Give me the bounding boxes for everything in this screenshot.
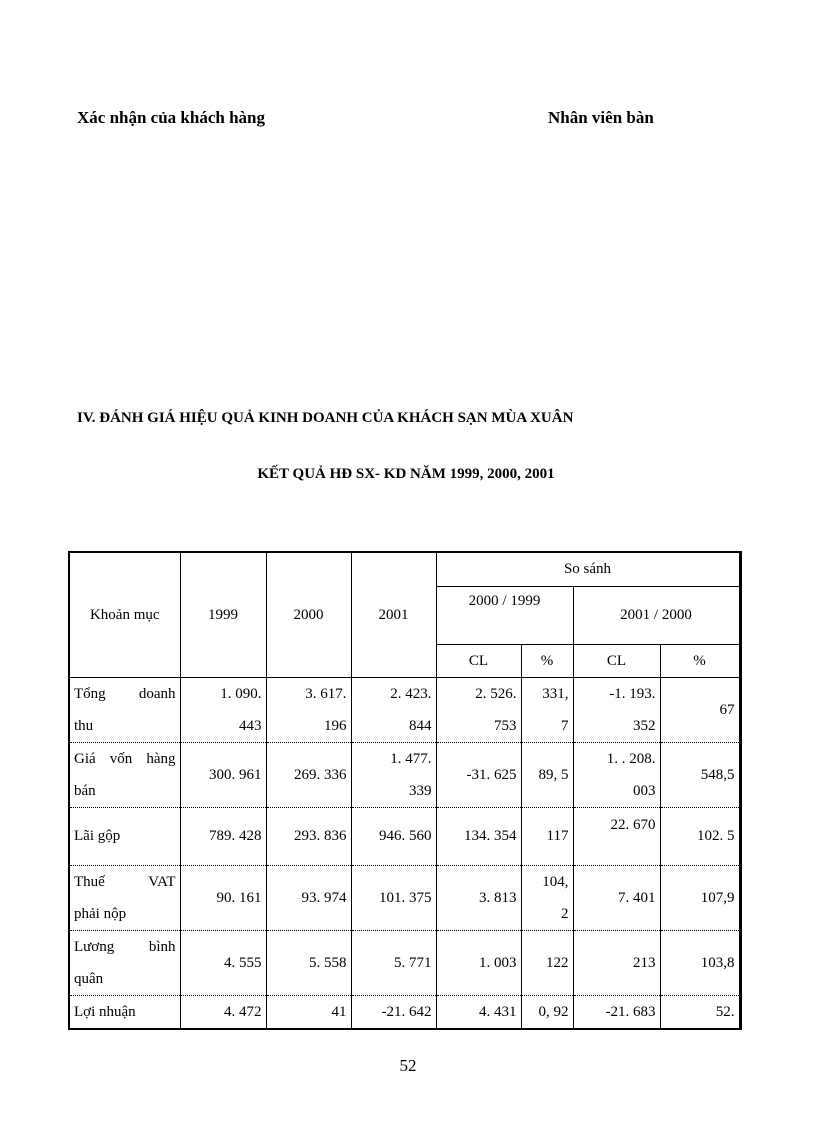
table-title: [0, 466, 816, 483]
cell-1999: 90. 161: [180, 865, 266, 930]
table-row: [69, 995, 740, 1029]
item-line-1: Giá vốn hàng: [74, 750, 176, 767]
cell-2001: [351, 677, 436, 742]
value-line-1: 1. 477.: [390, 750, 432, 767]
cell-2001: 101. 375: [351, 865, 436, 930]
item-line-2: phải nộp: [74, 905, 127, 922]
value-line-2: 443: [239, 717, 262, 734]
item-line-2: bán: [74, 782, 96, 799]
table-row: [69, 865, 740, 930]
value-line-2: 352: [633, 717, 656, 734]
results-table: [68, 551, 742, 1030]
value-line-1: -1. 193.: [609, 685, 656, 702]
item-line-1: Lương bình: [74, 938, 176, 955]
item-line-1: Tổng doanh: [74, 685, 176, 702]
cell-pct-1: 117: [521, 807, 573, 865]
row-item: Lợi nhuận: [69, 995, 180, 1029]
row-item: [69, 865, 180, 930]
header-cl-1: CL: [436, 644, 521, 677]
cell-2001: 946. 560: [351, 807, 436, 865]
header-pct-1: %: [521, 644, 573, 677]
cell-2000: 269. 336: [266, 742, 351, 807]
value-line-2: 753: [494, 717, 517, 734]
cell-pct-1: [521, 865, 573, 930]
item-line-2: thu: [74, 717, 94, 734]
cell-pct-2: 67: [660, 677, 740, 742]
value-line-2: 196: [324, 717, 347, 734]
cell-1999: 4. 472: [180, 995, 266, 1029]
cell-cl-1: 4. 431: [436, 995, 521, 1029]
header-1999: 1999: [180, 552, 266, 677]
cell-2000: 93. 974: [266, 865, 351, 930]
cell-cl-2: -21. 683: [573, 995, 660, 1029]
cell-2001: [351, 742, 436, 807]
value-line-2: 003: [633, 782, 656, 799]
cell-2000: 5. 558: [266, 930, 351, 995]
cell-2000: 41: [266, 995, 351, 1029]
table-row: [69, 742, 740, 807]
page-number: 52: [399, 1056, 417, 1075]
cell-cl-1: -31. 625: [436, 742, 521, 807]
cell-1999: 4. 555: [180, 930, 266, 995]
value-line-2: 844: [409, 717, 432, 734]
value-line-2: 339: [409, 782, 432, 799]
table-row: [69, 807, 740, 865]
row-item: Lãi gộp: [69, 807, 180, 865]
cell-pct-2: 107,9: [660, 865, 740, 930]
cell-cl-1: [436, 677, 521, 742]
value-line-1: 1. 090.: [220, 685, 262, 702]
cell-cl-1: 134. 354: [436, 807, 521, 865]
header-2001: 2001: [351, 552, 436, 677]
cell-pct-1: 89, 5: [521, 742, 573, 807]
cell-pct-2: 52.: [660, 995, 740, 1029]
staff-label: Nhân viên bàn: [548, 108, 654, 127]
customer-confirmation-label: Xác nhận của khách hàng: [77, 108, 266, 127]
cell-2000: 293. 836: [266, 807, 351, 865]
value-line-1: 2. 423.: [390, 685, 432, 702]
cell-2001: -21. 642: [351, 995, 436, 1029]
table-row: [69, 930, 740, 995]
cell-cl-1: 3. 813: [436, 865, 521, 930]
cell-2001: 5. 771: [351, 930, 436, 995]
cell-cl-1: 1. 003: [436, 930, 521, 995]
cell-1999: 300. 961: [180, 742, 266, 807]
section-heading: IV. ĐÁNH GIÁ HIỆU QUẢ KINH DOANH CỦA KHÁCH SẠN MÙA XUÂN: [77, 410, 574, 426]
header-cmp-2001-2000: 2001 / 2000: [573, 586, 740, 644]
table-title-text: KẾT QUẢ HĐ SX- KD NĂM 1999, 2000, 2001: [257, 466, 555, 482]
header-compare: So sánh: [436, 552, 740, 586]
cell-pct-2: 102. 5: [660, 807, 740, 865]
value-line-1: 331,: [542, 685, 569, 702]
item-line-2: quân: [74, 970, 104, 987]
cell-pct-2: 548,5: [660, 742, 740, 807]
header-2000: 2000: [266, 552, 351, 677]
cell-cl-2: [573, 742, 660, 807]
cell-cl-2: 22. 670: [573, 807, 660, 865]
cell-pct-1: 122: [521, 930, 573, 995]
value-line-1: 3. 617.: [305, 685, 347, 702]
header-row-1: [69, 552, 740, 586]
cell-2000: [266, 677, 351, 742]
value-line-2: 7: [561, 717, 569, 734]
row-item: [69, 677, 180, 742]
header-pct-2: %: [660, 644, 740, 677]
row-item: [69, 930, 180, 995]
cell-cl-2: 7. 401: [573, 865, 660, 930]
row-item: [69, 742, 180, 807]
cell-pct-1: [521, 677, 573, 742]
cell-1999: [180, 677, 266, 742]
value-line-1: 2. 526.: [475, 685, 517, 702]
table-row: [69, 677, 740, 742]
cell-cl-2: 213: [573, 930, 660, 995]
value-line-1: 104,: [542, 873, 569, 890]
cell-pct-2: 103,8: [660, 930, 740, 995]
header-item: Khoản mục: [69, 552, 180, 677]
cell-cl-2: [573, 677, 660, 742]
header-cl-2: CL: [573, 644, 660, 677]
value-line-1: 1. . 208.: [606, 750, 656, 767]
cell-1999: 789. 428: [180, 807, 266, 865]
value-line-2: 2: [561, 905, 569, 922]
header-cmp-2000-1999: 2000 / 1999: [436, 586, 573, 644]
cell-pct-1: 0, 92: [521, 995, 573, 1029]
item-line-1: Thuế VAT: [74, 873, 176, 890]
